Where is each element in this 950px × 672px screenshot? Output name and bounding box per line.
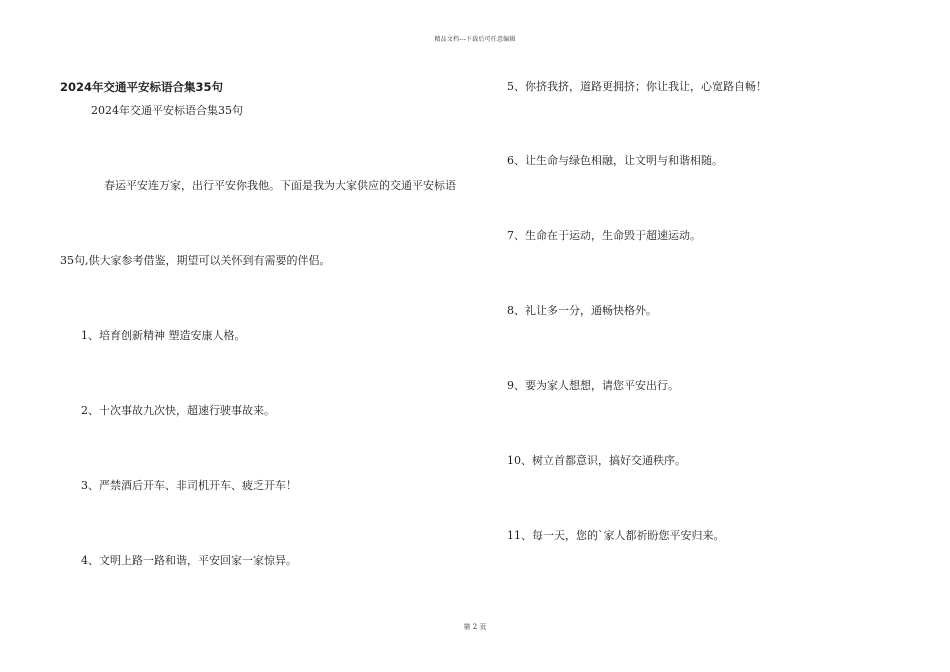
running-header: 精品文档---下载后可任意编辑 [434, 36, 516, 43]
slogan-item-6: 6、让生命与绿色相融，让文明与和谐相随。 [507, 154, 723, 167]
document-subtitle: 2024年交通平安标语合集35句 [91, 104, 243, 117]
slogan-item-5: 5、你挤我挤，道路更拥挤；你让我让，心宽路自畅！ [507, 80, 767, 93]
slogan-item-3: 3、严禁酒后开车、非司机开车、疲乏开车！ [81, 479, 297, 492]
slogan-item-4: 4、文明上路一路和谐，平安回家一家惊异。 [81, 554, 297, 567]
intro-paragraph-line-2: 35句,供大家参考借鉴，期望可以关怀到有需要的伴侣。 [60, 254, 331, 267]
page-number: 第 2 页 [463, 623, 487, 631]
slogan-item-11: 11、每一天，您的`家人都祈盼您平安归来。 [507, 529, 725, 542]
intro-paragraph-line-1: 春运平安连万家，出行平安你我他。下面是我为大家供应的交通平安标语 [104, 179, 456, 192]
slogan-item-2: 2、十次事故九次快，超速行驶事故来。 [81, 404, 275, 417]
slogan-item-1: 1、培育创新精神 塑造安康人格。 [81, 329, 246, 342]
slogan-item-8: 8、礼让多一分，通畅快格外。 [507, 304, 657, 317]
slogan-item-7: 7、生命在于运动，生命毁于超速运动。 [507, 229, 701, 242]
slogan-item-10: 10、树立首都意识，搞好交通秩序。 [507, 454, 686, 467]
document-title: 2024年交通平安标语合集35句 [60, 80, 224, 94]
slogan-item-9: 9、要为家人想想，请您平安出行。 [507, 379, 679, 392]
